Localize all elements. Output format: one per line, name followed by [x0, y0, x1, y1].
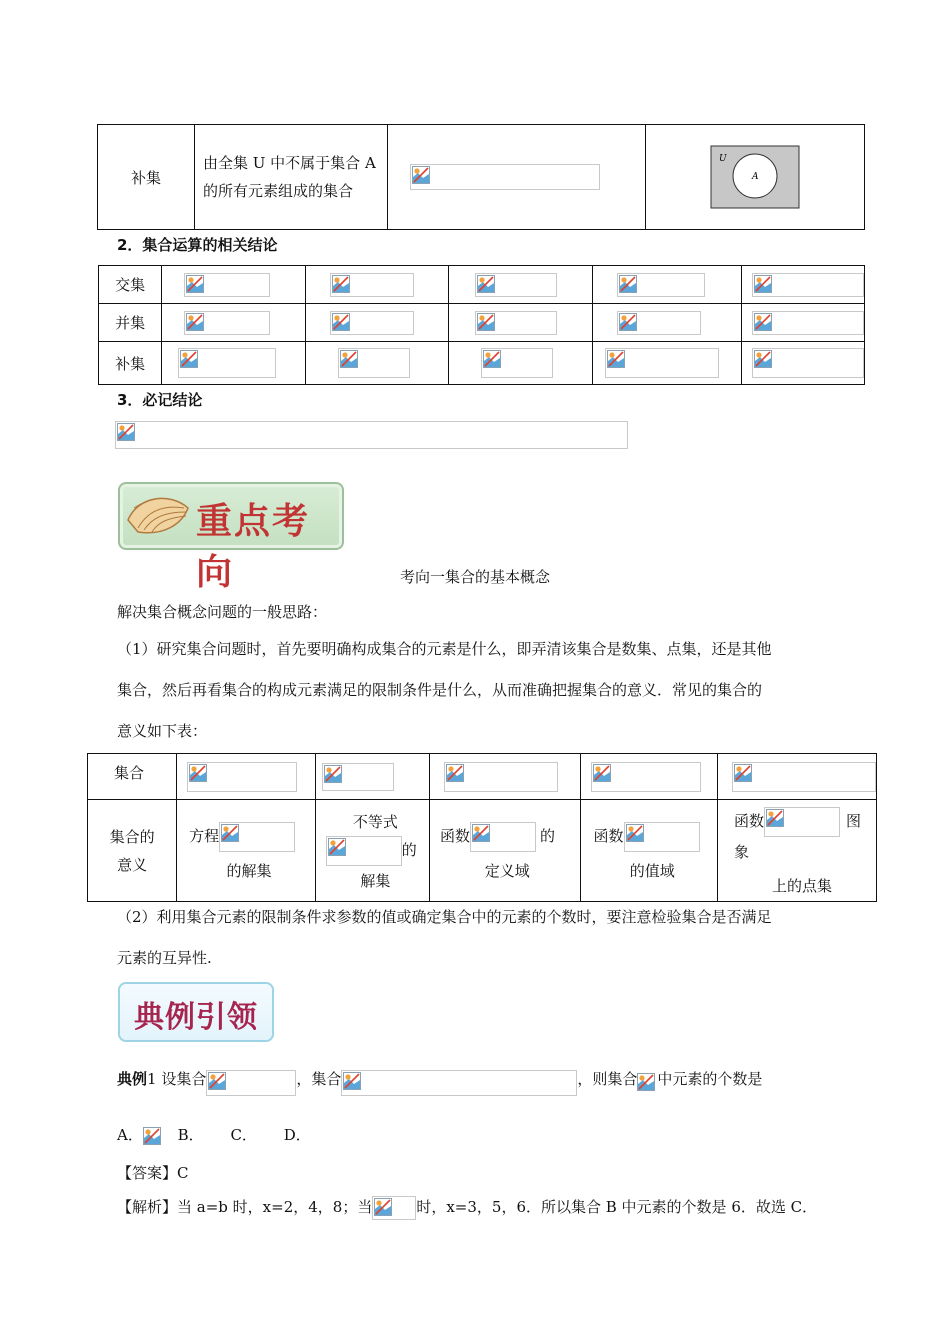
- formula-image: [481, 348, 553, 378]
- para1-line2: 集合，然后再看集合的构成元素满足的限制条件是什么，从而准确把握集合的意义．常见的集合的: [117, 681, 763, 699]
- set-meaning-table: [87, 753, 877, 902]
- banner-key-directions: [118, 482, 344, 593]
- formula-image: [444, 762, 558, 792]
- broken-image-icon: [619, 313, 637, 331]
- operations-table: [98, 265, 865, 385]
- option-c: C．: [230, 1126, 257, 1144]
- option-d: D．: [283, 1126, 311, 1144]
- broken-image-icon: [412, 166, 430, 184]
- complement-label: 补集: [98, 125, 195, 230]
- broken-image-icon: [446, 764, 464, 782]
- broken-image-icon: [483, 350, 501, 368]
- row2-label-line1: 集合的: [109, 827, 155, 846]
- cell-graph-points: 函数 图象 上的点集: [718, 800, 877, 902]
- formula-image-wide: [115, 421, 628, 449]
- table-row2-label: [88, 800, 177, 902]
- broken-image-icon: [332, 275, 350, 293]
- broken-image-icon: [189, 764, 207, 782]
- formula-image: [178, 348, 276, 378]
- formula-image: [326, 836, 402, 866]
- para2-line2: 元素的互异性.: [117, 949, 212, 967]
- answer-value: C: [177, 1164, 189, 1182]
- option-a: A．: [117, 1126, 143, 1144]
- formula-image: [219, 822, 295, 852]
- formula-image: [637, 1073, 657, 1093]
- row2-label-line2: 意义: [117, 855, 148, 874]
- formula-image: [475, 273, 557, 297]
- row-label-union: 并集: [99, 304, 162, 342]
- broken-image-icon: [637, 1073, 655, 1091]
- formula-image: [617, 311, 701, 335]
- formula-image: [143, 1127, 161, 1145]
- broken-image-icon: [477, 275, 495, 293]
- broken-image-icon: [143, 1127, 161, 1145]
- formula-image: [372, 1196, 416, 1220]
- intro-text: 解决集合概念问题的一般思路：: [117, 603, 328, 621]
- kaoxiang-title: 考向一集合的基本概念: [399, 568, 550, 586]
- complement-formula-cell: [388, 125, 646, 230]
- example1-options: [117, 1124, 311, 1145]
- broken-image-icon: [180, 350, 198, 368]
- broken-image-icon: [340, 350, 358, 368]
- example-number: 1: [147, 1070, 157, 1088]
- example1-question: 典例1 设集合 ，集合 ，则集合 中元素的个数是: [117, 1064, 762, 1096]
- formula-image: [184, 311, 270, 335]
- broken-image-icon: [477, 313, 495, 331]
- venn-cell: [646, 125, 865, 230]
- formula-image: [206, 1070, 296, 1096]
- broken-image-icon: [626, 824, 644, 842]
- broken-image-icon: [374, 1198, 392, 1216]
- broken-image-icon: [186, 313, 204, 331]
- broken-image-icon: [734, 764, 752, 782]
- formula-image: [624, 822, 700, 852]
- broken-image-icon: [324, 765, 342, 783]
- formula-image: [338, 348, 410, 378]
- formula-image: [764, 807, 840, 837]
- section3-title: 3．必记结论: [117, 391, 203, 409]
- formula-image: [341, 1070, 577, 1096]
- example-label: 典例: [117, 1070, 148, 1088]
- formula-image: [330, 311, 414, 335]
- venn-label-a: A: [752, 172, 759, 182]
- formula-image: [187, 762, 297, 792]
- para1-line1: （1）研究集合问题时，首先要明确构成集合的元素是什么，即弄清该集合是数集、点集，还是其他: [117, 640, 772, 658]
- formula-image: [752, 348, 864, 378]
- formula-image: [410, 164, 600, 190]
- banner-example-text: 典例引领: [134, 1000, 258, 1035]
- formula-image: [322, 763, 394, 791]
- section2-title: 2．集合运算的相关结论: [117, 236, 278, 254]
- formula-image: [184, 273, 270, 297]
- cell-inequality: 不等式 的 解集: [315, 800, 429, 902]
- para1-line3: 意义如下表：: [117, 722, 208, 740]
- broken-image-icon: [754, 350, 772, 368]
- table-row1-label: 集合: [88, 754, 177, 800]
- para2-line1: （2）利用集合元素的限制条件求参数的值或确定集合中的元素的个数时，要注意检验集合是否满足: [117, 908, 772, 926]
- broken-image-icon: [208, 1072, 226, 1090]
- answer-line: 【答案】C: [117, 1164, 189, 1182]
- broken-image-icon: [754, 313, 772, 331]
- broken-image-icon: [619, 275, 637, 293]
- cell-range: 函数 的值域: [581, 800, 718, 902]
- cell-equation: 方程 的解集: [177, 800, 316, 902]
- broken-image-icon: [343, 1072, 361, 1090]
- complement-description: 由全集 U 中不属于集合 A 的所有元素组成的集合: [195, 125, 388, 230]
- formula-image: [617, 273, 705, 297]
- formula-image: [330, 273, 414, 297]
- formula-image: [605, 348, 719, 378]
- broken-image-icon: [221, 824, 239, 842]
- broken-image-icon: [593, 764, 611, 782]
- broken-image-icon: [117, 423, 135, 441]
- broken-image-icon: [332, 313, 350, 331]
- row-label-complement: 补集: [99, 342, 162, 385]
- analysis-line: 【解析】当 a=b 时，x=2，4，8；当 时，x=3，5，6．所以集合 B 中元素的个数是 6．故选 C．: [117, 1196, 817, 1220]
- formula-image: [732, 762, 876, 792]
- broken-image-icon: [472, 824, 490, 842]
- broken-image-icon: [186, 275, 204, 293]
- option-b: B．: [177, 1126, 204, 1144]
- complement-table: [97, 124, 865, 230]
- formula-image: [752, 311, 864, 335]
- venn-label-u: U: [719, 154, 727, 164]
- banner-key-directions-text: 重点考向: [196, 501, 311, 593]
- broken-image-icon: [766, 809, 784, 827]
- row-label-intersection: 交集: [99, 266, 162, 304]
- broken-image-icon: [754, 275, 772, 293]
- formula-image: [752, 273, 864, 297]
- shell-icon: [124, 490, 194, 540]
- broken-image-icon: [328, 838, 346, 856]
- formula-image: [475, 311, 557, 335]
- venn-diagram: [710, 145, 800, 209]
- banner-example: [118, 982, 274, 1042]
- formula-image: [470, 822, 536, 852]
- formula-image: [591, 762, 701, 792]
- cell-domain: 函数 的 定义域: [429, 800, 581, 902]
- broken-image-icon: [607, 350, 625, 368]
